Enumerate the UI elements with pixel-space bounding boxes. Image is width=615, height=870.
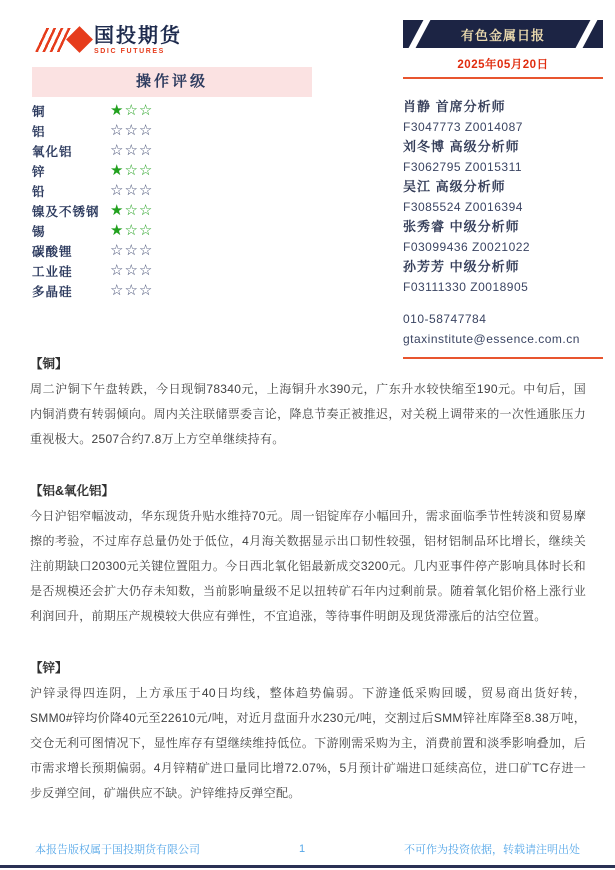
brand-subtitle: SDIC FUTURES (94, 47, 165, 55)
logo-mark (32, 26, 94, 54)
rating-row (32, 201, 312, 221)
analyst-name-title: 吴江 高级分析师 (403, 179, 506, 194)
rating-row (32, 281, 312, 301)
analyst-entry (403, 217, 603, 257)
analyst-entry (403, 97, 603, 137)
analyst-name-title: 刘冬博 高级分析师 (403, 139, 520, 154)
contact-phone: 010-58747784 (403, 312, 487, 326)
footer-copyright: 本报告版权属于国投期货有限公司 (35, 844, 200, 856)
rating-stars: ☆☆☆ (110, 262, 154, 279)
rating-metal-label: 工业硅 (32, 265, 73, 279)
section-body: 沪锌录得四连阴，上方承压于40日均线，整体趋势偏弱。下游逢低采购回暖，贸易商出货好转，SMM0#锌均价降40元至22610元/吨，对近月盘面升水230元/吨，交割过后SMM锌社库降至8.38万吨，交仓无利可图情况下，显性库存有望继续维持低位。下游刚需采购为主，消费前置和淡季影响叠加，后市需求增长预期偏弱。4月锌精矿进口量同比增72.07%，5月预计矿端进口延续高位，进口矿TC存进一步反弹空间，矿端供应不缺。沪锌维持反弹空配。 (30, 686, 586, 800)
rating-stars: ☆☆☆ (110, 282, 154, 299)
rating-row (32, 241, 312, 261)
analyst-codes: F3062795 Z0015311 (403, 160, 523, 174)
report-date-block (403, 48, 603, 79)
section-heading: 【铝&氧化铝】 (30, 484, 115, 498)
rating-stars: ★☆☆ (110, 222, 154, 239)
analyst-codes: F3047773 Z0014087 (403, 120, 523, 134)
rating-stars: ☆☆☆ (110, 142, 154, 159)
rating-metal-label: 锌 (32, 165, 46, 179)
section-body: 今日沪铝窄幅波动，华东现货升贴水维持70元。周一铝锭库存小幅回升，需求面临季节性转淡和贸易摩擦的考验，不过库存总量仍处于低位，4月海关数据显示出口韧性较强，铝材铝制品环比增长，继续关注前期缺口20300元关键位置阻力。今日西北氧化铝最新成交3200元。几内亚事件停产影响具体时长和是否规模还会扩大仍存未知数，当前影响量级不足以扭转矿石年内过剩前景。随着氧化铝价格上涨行业利润回升，前期压产规模较大供应有弹性，不宜追涨，等待事件明朗及现货滞涨后的沽空位置。 (30, 509, 586, 623)
report-date: 2025年05月20日 (457, 59, 549, 71)
section-heading: 【锌】 (30, 661, 68, 675)
logo-text (94, 25, 182, 56)
analyst-name-title: 孙芳芳 中级分析师 (403, 259, 520, 274)
rating-row (32, 221, 312, 241)
rating-row (32, 101, 312, 121)
banner-slash-left-icon (409, 20, 431, 48)
rating-row (32, 141, 312, 161)
analyst-name-title: 肖静 首席分析师 (403, 99, 506, 114)
rating-metal-label: 镍及不锈钢 (32, 205, 100, 219)
analyst-entry (403, 177, 603, 217)
analyst-codes: F03099436 Z0021022 (403, 240, 531, 254)
rating-stars: ★☆☆ (110, 202, 154, 219)
rating-row (32, 181, 312, 201)
rating-row (32, 161, 312, 181)
report-title-banner (403, 20, 603, 48)
rating-stars: ☆☆☆ (110, 182, 154, 199)
report-section (30, 479, 586, 629)
analyst-codes: F03111330 Z0018905 (403, 280, 529, 294)
rating-stars: ★☆☆ (110, 162, 154, 179)
rating-stars: ☆☆☆ (110, 242, 154, 259)
analyst-list (403, 97, 603, 297)
brand-name: 国投期货 (94, 24, 182, 47)
ratings-title: 操作评级 (32, 67, 312, 97)
section-heading: 【铜】 (30, 357, 68, 371)
analyst-codes: F3085524 Z0016394 (403, 200, 523, 214)
ratings-list (32, 101, 312, 301)
footer-disclaimer: 不可作为投资依据，转载请注明出处 (404, 844, 580, 856)
company-logo (32, 22, 312, 58)
footer-page-number: 1 (298, 843, 306, 855)
analyst-name-title: 张秀睿 中级分析师 (403, 219, 520, 234)
analyst-entry (403, 137, 603, 177)
rating-metal-label: 铅 (32, 185, 46, 199)
report-section (30, 656, 586, 806)
bottom-rule (0, 865, 615, 868)
left-column (32, 22, 312, 301)
rating-metal-label: 锡 (32, 225, 46, 239)
rating-metal-label: 铜 (32, 105, 46, 119)
rating-metal-label: 铝 (32, 125, 46, 139)
report-title: 有色金属日报 (460, 27, 545, 43)
contact-email: gtaxinstitute@essence.com.cn (403, 332, 580, 346)
banner-slash-right-icon (576, 20, 598, 48)
rating-row (32, 261, 312, 281)
rating-stars: ☆☆☆ (110, 122, 154, 139)
right-column (403, 20, 603, 359)
rating-metal-label: 氧化铝 (32, 145, 73, 159)
section-body: 周二沪铜下午盘转跌，今日现铜78340元，上海铜升水390元，广东升水较快缩至190元。中旬后，国内铜消费有转弱倾向。周内关注联储票委言论，降息节奏正被推迟，对关税上调带来的一次性通胀压力重视极大。2507合约7.8万上方空单继续持有。 (30, 382, 586, 446)
report-section (30, 352, 586, 452)
report-body (30, 352, 586, 806)
analyst-entry (403, 257, 603, 297)
rating-metal-label: 碳酸锂 (32, 245, 73, 259)
page-footer (0, 841, 615, 857)
rating-row (32, 121, 312, 141)
rating-stars: ★☆☆ (110, 102, 154, 119)
rating-metal-label: 多晶硅 (32, 285, 73, 299)
